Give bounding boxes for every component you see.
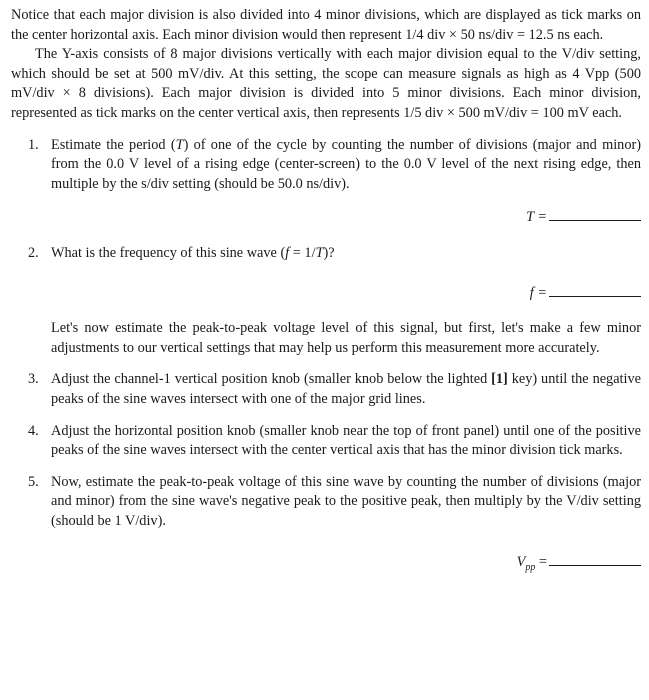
answer-frequency — [11, 284, 641, 304]
step-4-text: Adjust the horizontal position knob (smaller knob near the top of front panel) until one of the positive peaks of the sine waves intersect with the center vertical axis that has the minor division tick marks. — [51, 422, 641, 459]
answer-period-label: T = — [526, 209, 547, 226]
answer-period — [11, 208, 641, 228]
step-3 — [11, 370, 641, 409]
step-2 — [11, 244, 641, 264]
steps-list-c — [11, 370, 641, 531]
answer-frequency-label: f = — [529, 284, 547, 301]
steps-list-a — [11, 136, 641, 195]
step-1-symbol: T — [175, 136, 184, 153]
answer-vpp-label: V — [516, 554, 526, 571]
step-3-number: 3. — [28, 371, 39, 388]
document-page — [11, 6, 641, 573]
step-4-number: 4. — [28, 422, 39, 439]
answer-period-blank[interactable] — [549, 208, 641, 221]
adjustment-note: Let's now estimate the peak-to-peak voltage level of this signal, but first, let's make a few minor adjustments to our vertical settings that may help us perform this measurement more accurately. — [51, 320, 641, 356]
answer-vpp-eq: = — [535, 554, 547, 571]
step-3-text-b: key) until the negative peaks of the sine waves intersect with one of the major grid lines. — [51, 371, 641, 407]
step-2-number: 2. — [28, 244, 39, 261]
step-3-text-a: Adjust the channel-1 vertical position knob (smaller knob below the lighted — [51, 371, 492, 388]
answer-vpp-blank[interactable] — [549, 553, 641, 566]
answer-vpp — [11, 553, 641, 573]
step-1 — [11, 136, 641, 195]
step-3-key: [1] — [491, 371, 508, 388]
answer-vpp-sub: pp — [525, 562, 536, 574]
intro-paragraph-1: Notice that each major division is also divided into 4 minor divisions, which are displayed as tick marks on the center horizontal axis. Each minor division would then represent 1/4 div × 50 ns/div = 12.5 ns each. — [11, 7, 641, 43]
step-1-number: 1. — [28, 136, 39, 153]
step-2-text-c: )? — [323, 244, 335, 261]
intro-paragraph-2: The Y-axis consists of 8 major divisions vertically with each major division equal to the V/div setting, which should be set at 500 mV/div. At this setting, the scope can measure signals as high as 4 Vpp (500 mV/div × 8 divisions). Each major division is divided into 5 minor divisions. Each minor division, represented as tick marks on the center vertical axis, then represents 1/5 div × 500 mV/div = 100 mV each. — [11, 46, 641, 121]
answer-frequency-blank[interactable] — [549, 284, 641, 297]
step-2-symbol: f — [285, 244, 290, 261]
step-2-text-b: = 1/ — [289, 244, 316, 261]
step-5 — [11, 473, 641, 532]
steps-list-b — [11, 244, 641, 264]
step-5-text: Now, estimate the peak-to-peak voltage of this sine wave by counting the number of divisions (major and minor) from the sine wave's negative peak to the positive peak, then multiply by the V/div setting (should be 1 V/div). — [51, 473, 641, 529]
step-5-number: 5. — [28, 473, 39, 490]
step-4 — [11, 422, 641, 461]
step-1-text-a: Estimate the period ( — [51, 136, 176, 153]
step-1-text-b: ) of one of the cycle by counting the number of divisions (major and minor) from the 0.0 V level of a rising edge (center-screen) to the 0.0 V level of the next rising edge, then multiple by the s/div setting (should be 50.0 ns/div). — [51, 136, 641, 192]
step-2-text-a: What is the frequency of this sine wave ( — [51, 244, 286, 261]
step-2-symbol-2: T — [315, 244, 324, 261]
